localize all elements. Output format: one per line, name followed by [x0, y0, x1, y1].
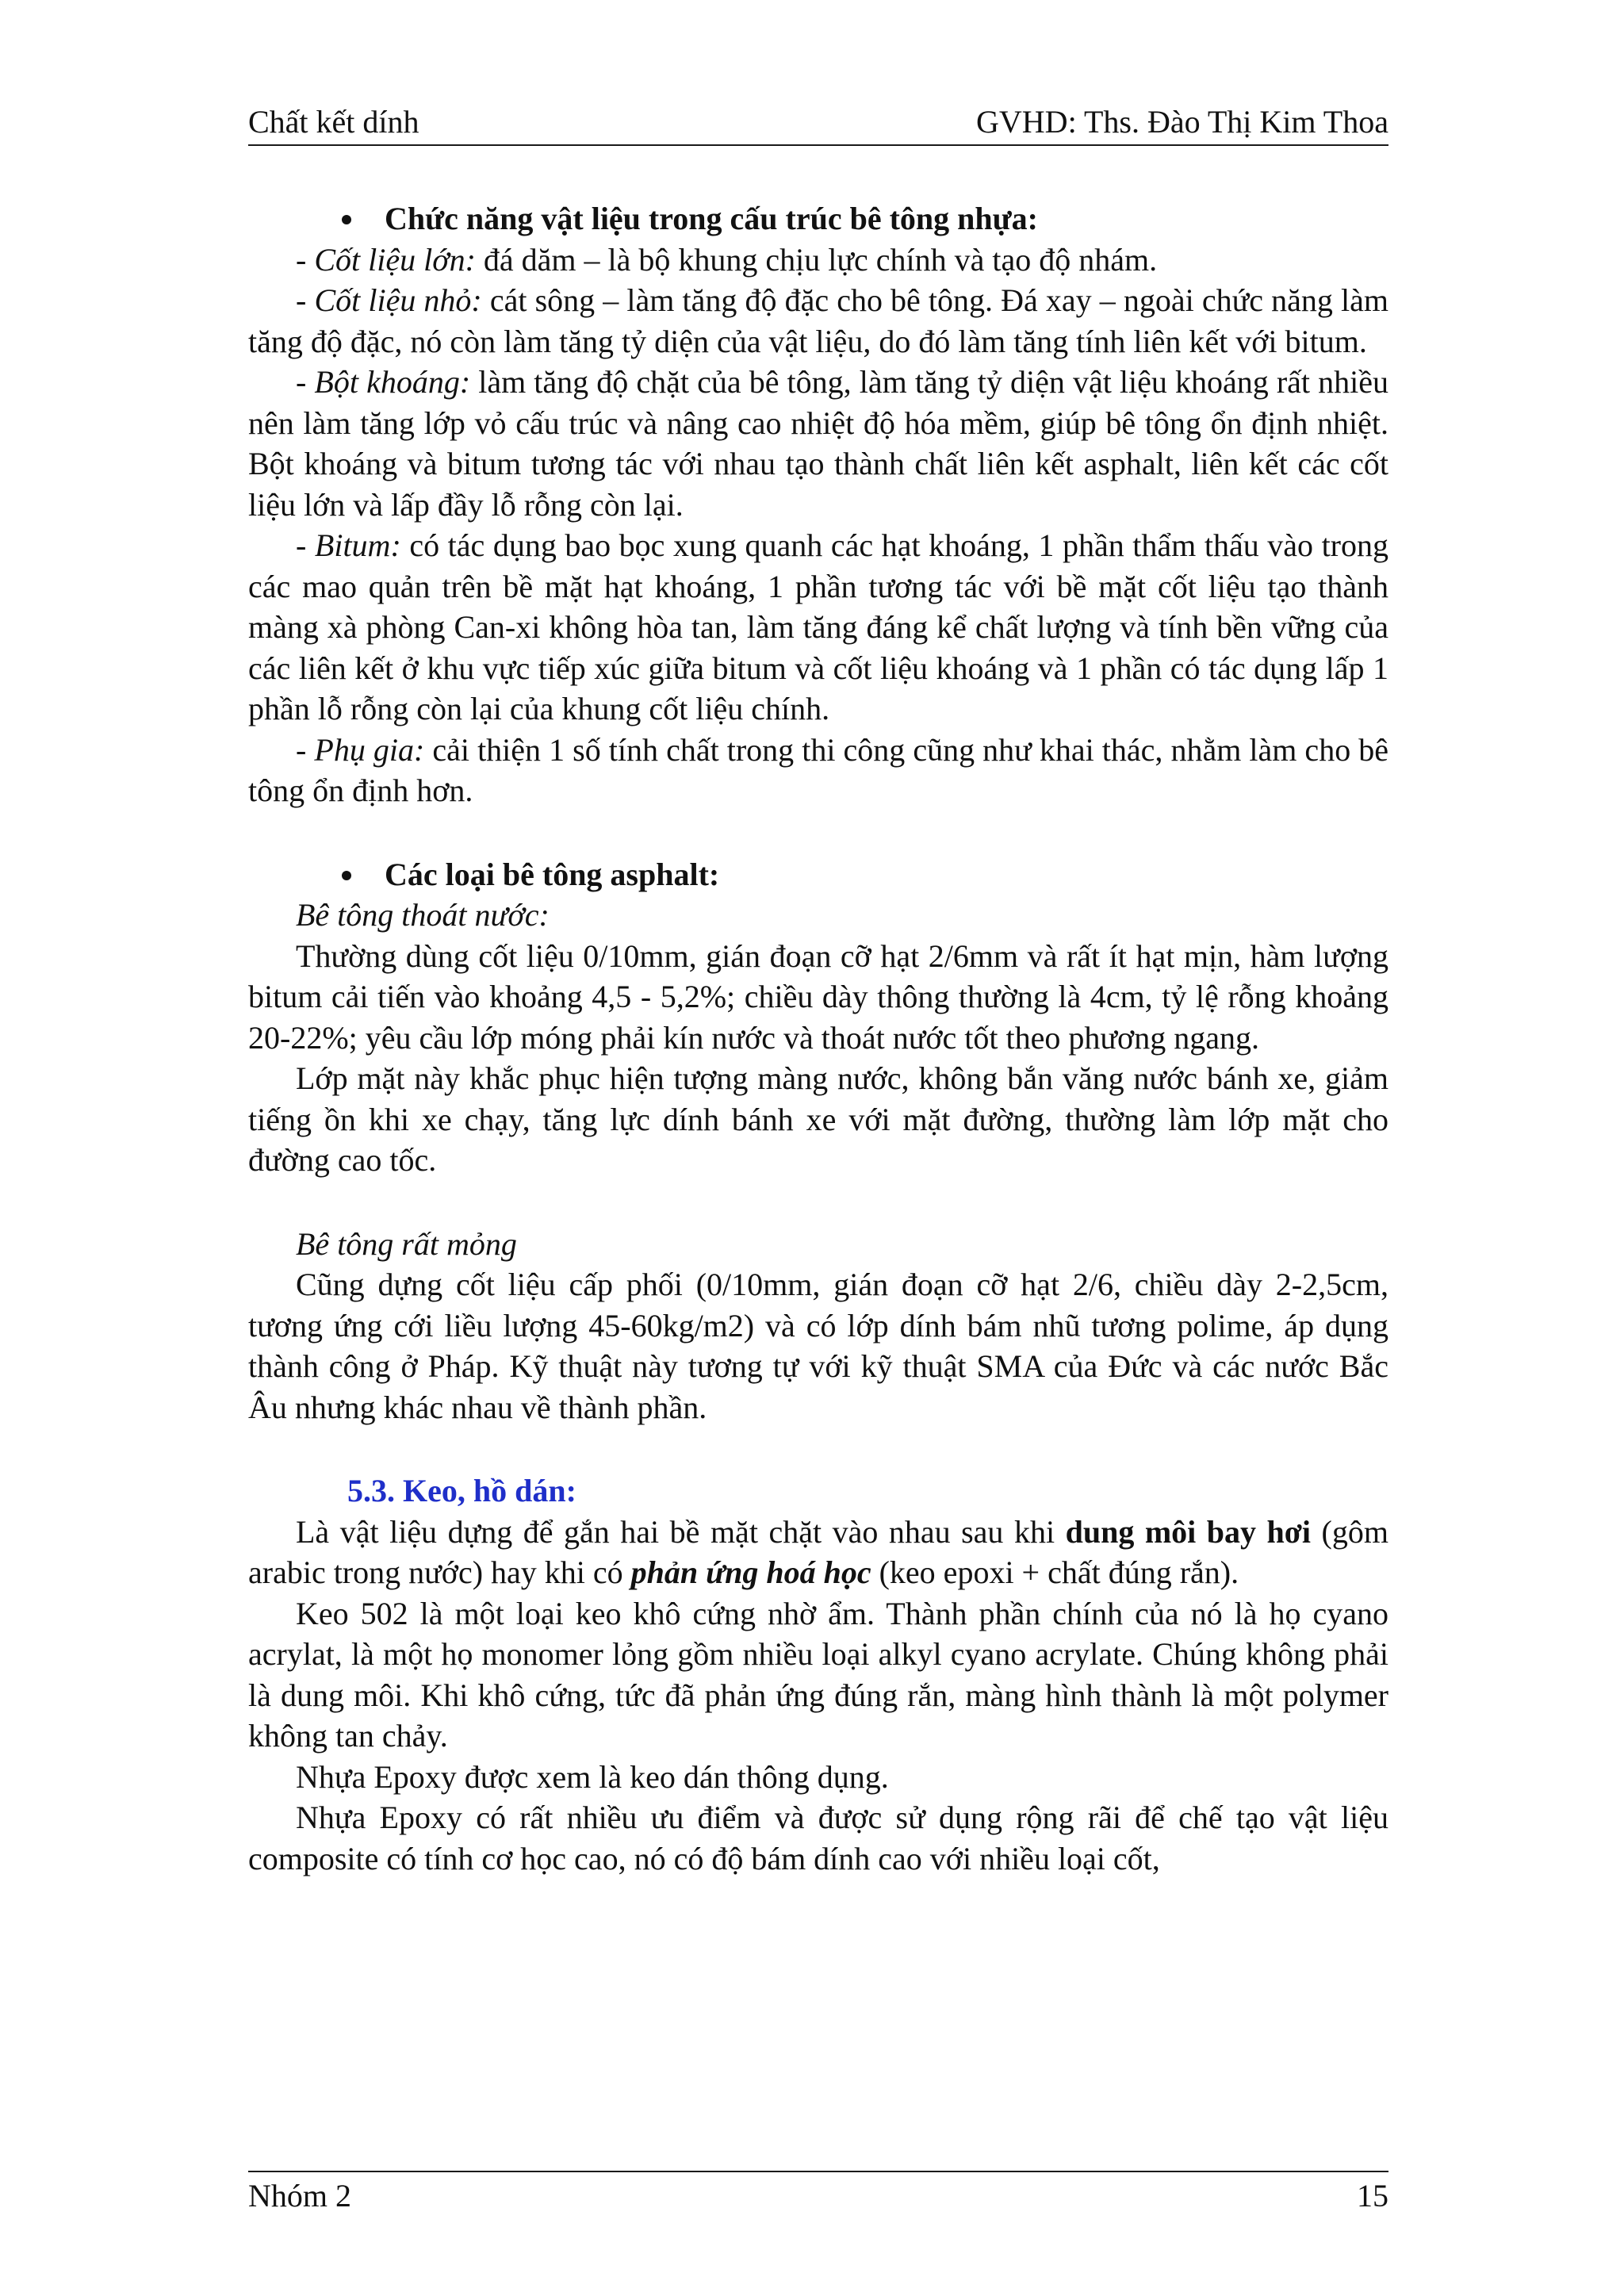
paragraph-additives: - Phụ gia: cải thiện 1 số tính chất trong thi công cũng như khai thác, nhằm làm cho bê tông ổn định hơn. [248, 731, 1388, 808]
paragraph-fine-aggregate: - Cốt liệu nhỏ: cát sông – làm tăng độ đặc cho bê tông. Đá xay – ngoài chức năng làm tăng độ đặc, nó còn làm tăng tỷ diện của vật liệu, do đó làm tăng tính liên kết với bitum. [248, 282, 1388, 359]
term: Bột khoáng: [314, 364, 471, 400]
bullet-icon [342, 215, 351, 224]
page-body [248, 198, 1388, 1879]
bold-term: phản ứng hoá học [630, 1554, 871, 1590]
bullet-heading-functions: Chức năng vật liệu trong cấu trúc bê tông nhựa: [248, 198, 1388, 240]
term: Cốt liệu lớn: [314, 241, 476, 278]
page-header [248, 97, 1388, 146]
footer-group: Nhóm 2 [248, 2178, 351, 2214]
bold-term: dung môi bay hơi [1065, 1513, 1312, 1550]
section-title-adhesives: 5.3. Keo, hồ dán: [347, 1473, 576, 1508]
bullet-heading-asphalt-types: Các loại bê tông asphalt: [248, 854, 1388, 895]
paragraph-glue-502: Keo 502 là một loại keo khô cứng nhờ ẩm. Thành phần chính của nó là họ cyano acrylat, là một họ monomer lỏng gồm nhiều loại alkyl cyano acrylate. Chúng không phải là dung môi. Khi khô cứng, tức đã phản ứng đúng rắn, màng hình thành là một polymer không tan chảy. [248, 1595, 1388, 1754]
page-footer [248, 2171, 1388, 2215]
paragraph-thin-concrete: Cũng dựng cốt liệu cấp phối (0/10mm, gián đoạn cỡ hạt 2/6, chiều dày 2-2,5cm, tương ứng cới liều lượng 45-60kg/m2) và có lớp dính bám nhũ tương polime, áp dụng thành công ở Pháp. Kỹ thuật này tương tự với kỹ thuật SMA của Đức và các nước Bắc Âu nhưng khác nhau về thành phần. [248, 1267, 1388, 1425]
paragraph-epoxy-common: Nhựa Epoxy được xem là keo dán thông dụng. [296, 1758, 889, 1795]
paragraph-drainage-benefits: Lớp mặt này khắc phục hiện tượng màng nước, không bắn văng nước bánh xe, giảm tiếng ồn khi xe chạy, tăng lực dính bánh xe với mặt đường, thường làm lớp mặt cho đường cao tốc. [248, 1060, 1388, 1178]
paragraph-bitumen: - Bitum: có tác dụng bao bọc xung quanh các hạt khoáng, 1 phần thẩm thấu vào trong các mao quản trên bề mặt hạt khoáng, 1 phần tương tác với bề mặt cốt liệu tạo thành màng xà phòng Can-xi không hòa tan, làm tăng đáng kể chất lượng và tính bền vững của các liên kết ở khu vực tiếp xúc giữa bitum và cốt liệu khoáng và 1 phần có tác dụng lấp 1 phần lỗ rỗng còn lại của khung cốt liệu chính. [248, 527, 1389, 726]
paragraph-adhesive-definition: Là vật liệu dựng để gắn hai bề mặt chặt vào nhau sau khi dung môi bay hơi (gôm arabic trong nước) hay khi có phản ứng hoá học (keo epoxi + chất đúng rắn). [248, 1513, 1388, 1590]
term: Phụ gia: [314, 731, 425, 768]
term: Cốt liệu nhỏ: [314, 282, 482, 318]
paragraph-drainage-spec: Thường dùng cốt liệu 0/10mm, gián đoạn cỡ hạt 2/6mm và rất ít hạt mịn, hàm lượng bitum cải tiến vào khoảng 4,5 - 5,2%; chiều dày thông thường là 4cm, tỷ lệ rỗng khoảng 20-22%; yêu cầu lớp móng phải kín nước và thoát nước tốt theo phương ngang. [248, 937, 1388, 1056]
paragraph-epoxy-advantages: Nhựa Epoxy có rất nhiều ưu điểm và được sử dụng rộng rãi để chế tạo vật liệu composite có tính cơ học cao, nó có độ bám dính cao với nhiều loại cốt, [248, 1800, 1388, 1876]
header-instructor: GVHD: Ths. Đào Thị Kim Thoa [976, 104, 1388, 140]
subheading-thin-concrete: Bê tông rất mỏng [296, 1225, 517, 1262]
subheading-drainage-concrete: Bê tông thoát nước: [296, 897, 550, 933]
bullet-icon [342, 871, 351, 880]
header-title: Chất kết dính [248, 104, 419, 140]
page-number: 15 [1357, 2178, 1388, 2214]
paragraph-mineral-powder: - Bột khoáng: làm tăng độ chặt của bê tông, làm tăng tỷ diện vật liệu khoáng rất nhiều nên làm tăng lớp vỏ cấu trúc và nâng cao nhiệt độ hóa mềm, giúp bê tông ổn định nhiệt. Bột khoáng và bitum tương tác với nhau tạo thành chất liên kết asphalt, liên kết các cốt liệu lớn và lấp đầy lỗ rỗng còn lại. [248, 364, 1388, 523]
term: Bitum: [314, 527, 401, 563]
paragraph-coarse-aggregate: - Cốt liệu lớn: đá dăm – là bộ khung chịu lực chính và tạo độ nhám. [296, 241, 1158, 278]
